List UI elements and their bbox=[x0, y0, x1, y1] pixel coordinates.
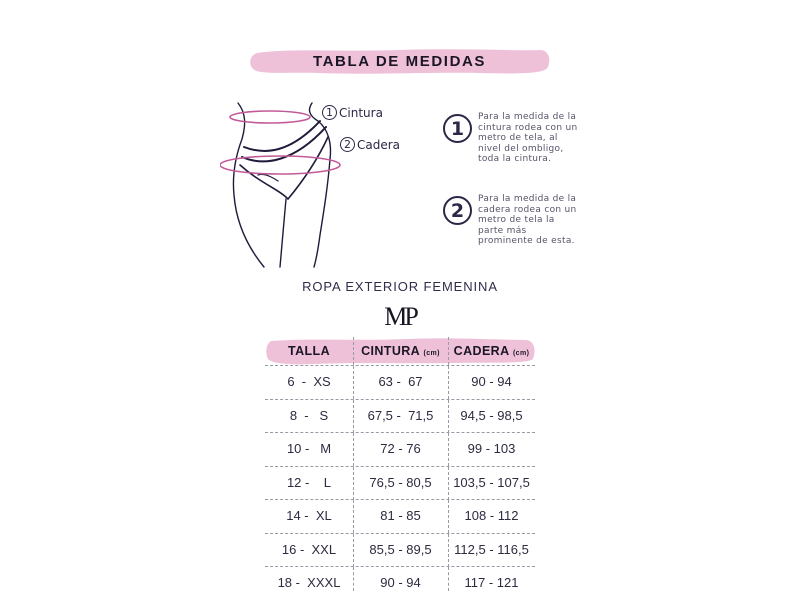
number-two-circle-icon: 2 bbox=[443, 196, 472, 225]
table-header bbox=[265, 337, 535, 365]
cell-cintura: 81 - 85 bbox=[380, 508, 421, 523]
size-table bbox=[265, 337, 535, 600]
table-row bbox=[265, 499, 535, 533]
legend-cintura bbox=[322, 105, 383, 120]
column-divider bbox=[353, 400, 354, 433]
legend-label: Cadera bbox=[357, 137, 401, 152]
column-header-talla: TALLA bbox=[287, 344, 331, 358]
table-row bbox=[265, 365, 535, 399]
column-divider bbox=[353, 467, 354, 500]
table-row bbox=[265, 533, 535, 567]
column-divider bbox=[448, 400, 449, 433]
cell-cadera: 103,5 - 107,5 bbox=[453, 474, 530, 490]
column-divider bbox=[448, 500, 449, 533]
column-divider bbox=[353, 500, 354, 533]
column-divider bbox=[448, 567, 449, 591]
number-one-circle-icon: 1 bbox=[443, 114, 472, 143]
cell-talla: 8 - S bbox=[289, 407, 329, 423]
cell-talla: 14 - XL bbox=[286, 508, 332, 523]
cell-talla: 16 - XXL bbox=[281, 541, 337, 557]
note-cintura bbox=[443, 114, 582, 165]
legend-label: Cintura bbox=[339, 105, 383, 120]
number-two-circle-icon: 2 bbox=[340, 137, 355, 152]
table-row bbox=[265, 466, 535, 500]
cell-cadera: 117 - 121 bbox=[464, 575, 519, 590]
cell-talla: 6 - XS bbox=[287, 374, 331, 389]
table-row bbox=[265, 432, 535, 466]
column-divider bbox=[353, 366, 354, 399]
column-divider bbox=[448, 467, 449, 500]
cell-cintura: 85,5 - 89,5 bbox=[369, 541, 432, 557]
column-divider bbox=[448, 337, 449, 365]
column-divider bbox=[448, 366, 449, 399]
legend-cadera bbox=[340, 137, 400, 152]
note-text: Para la medida de la cadera rodea con un metro de tela la parte más prominente de esta. bbox=[478, 194, 577, 246]
cell-cadera: 90 - 94 bbox=[471, 374, 512, 389]
cell-cadera: 108 - 112 bbox=[464, 508, 519, 523]
cell-cadera: 99 - 103 bbox=[467, 441, 516, 456]
column-divider bbox=[448, 433, 449, 466]
brand-logo: MP bbox=[384, 302, 416, 331]
title-banner bbox=[249, 47, 550, 76]
column-header-cadera: CADERA (cm) bbox=[453, 344, 530, 358]
hips-outline-icon bbox=[220, 95, 420, 275]
cell-cintura: 63 - 67 bbox=[378, 374, 423, 389]
note-cadera bbox=[443, 196, 582, 247]
page-title: TABLA DE MEDIDAS bbox=[312, 53, 487, 70]
column-header-cintura: CINTURA (cm) bbox=[361, 344, 440, 358]
note-text: Para la medida de la cintura rodea con un metro de tela, al nivel del ombligo, toda la cintura. bbox=[478, 112, 578, 164]
column-divider bbox=[353, 337, 354, 365]
table-row bbox=[265, 566, 535, 600]
cell-cadera: 94,5 - 98,5 bbox=[460, 407, 523, 423]
column-divider bbox=[448, 534, 449, 567]
cell-cintura: 76,5 - 80,5 bbox=[369, 474, 432, 490]
body-measurement-illustration bbox=[220, 95, 420, 275]
cell-cintura: 90 - 94 bbox=[380, 575, 421, 590]
category-subtitle: ROPA EXTERIOR FEMENINA bbox=[302, 279, 498, 294]
number-one-circle-icon: 1 bbox=[322, 105, 337, 120]
column-divider bbox=[353, 433, 354, 466]
cell-talla: 10 - M bbox=[286, 441, 332, 456]
column-divider bbox=[353, 534, 354, 567]
column-divider bbox=[353, 567, 354, 591]
table-row bbox=[265, 399, 535, 433]
cell-cadera: 112,5 - 116,5 bbox=[454, 541, 529, 557]
cell-talla: 18 - XXXL bbox=[277, 575, 341, 590]
cell-talla: 12 - L bbox=[286, 474, 332, 490]
cell-cintura: 72 - 76 bbox=[380, 441, 421, 456]
cell-cintura: 67,5 - 71,5 bbox=[367, 407, 434, 423]
